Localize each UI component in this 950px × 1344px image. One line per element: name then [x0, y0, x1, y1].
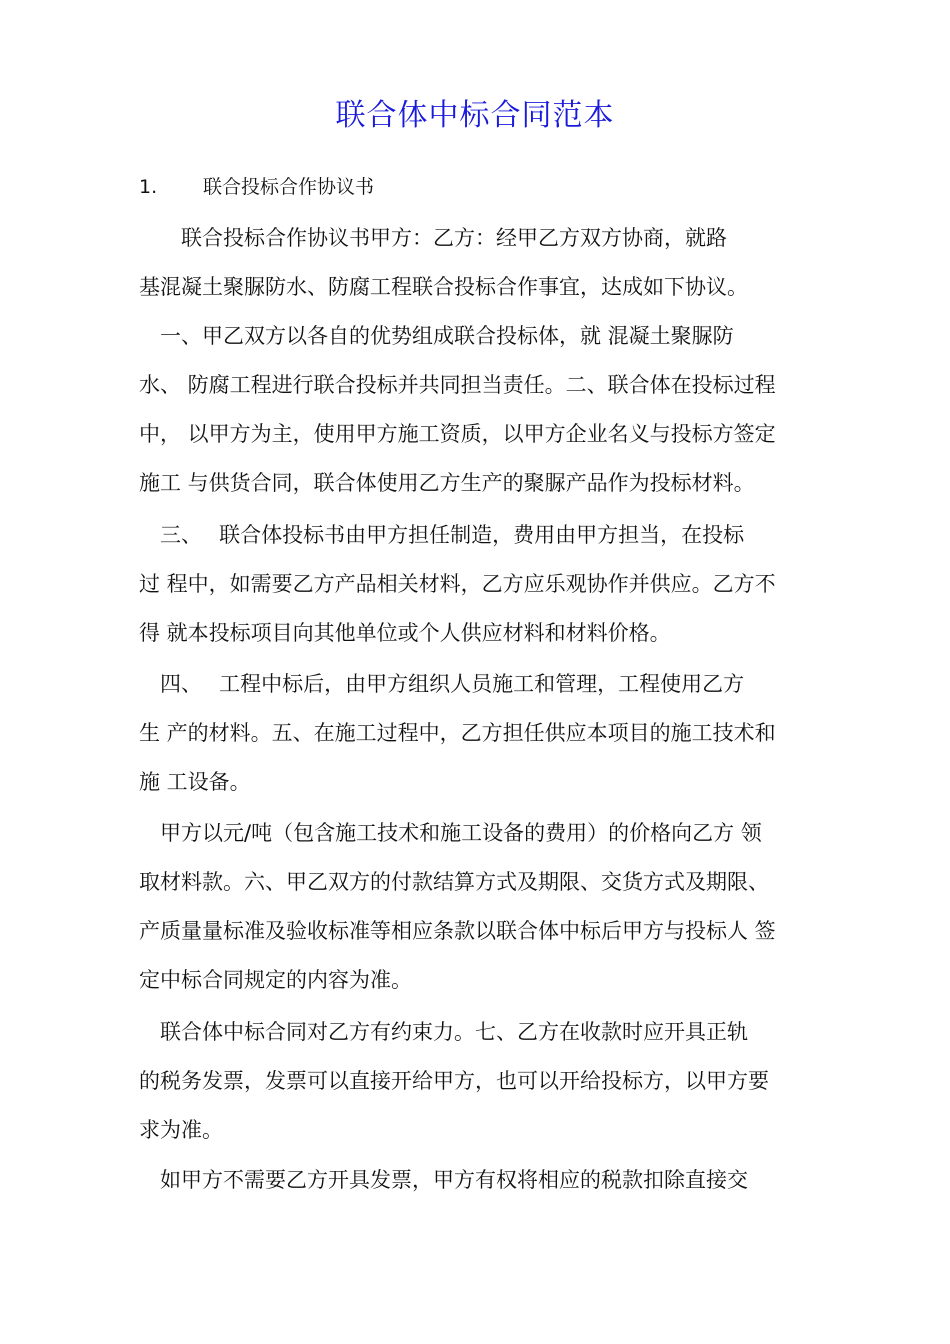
paragraph-line: 生 产的材料。五、在施工过程中，乙方担任供应本项目的施工技术和 [139, 721, 776, 745]
document-title: 联合体中标合同范本 [335, 98, 615, 133]
paragraph-line: 四、 工程中标后，由甲方组织人员施工和管理，工程使用乙方 [139, 672, 745, 696]
paragraph-line: 三、 联合体投标书由甲方担任制造，费用由甲方担当，在投标 [139, 523, 745, 547]
paragraph-line: 施工 与供货合同，联合体使用乙方生产的聚脲产品作为投标材料。 [139, 471, 755, 495]
paragraph-line: 过 程中，如需要乙方产品相关材料，乙方应乐观协作并供应。乙方不 [139, 572, 776, 596]
paragraph-line: 施 工设备。 [139, 770, 251, 794]
section-number: 1. [139, 176, 158, 198]
paragraph-line: 求为准。 [139, 1118, 223, 1142]
paragraph-line: 联合体中标合同对乙方有约束力。七、乙方在收款时应开具正轨 [139, 1020, 748, 1044]
paragraph-line: 一、甲乙双方以各自的优势组成联合投标体，就 混凝土聚脲防 [139, 324, 734, 348]
paragraph-2 [139, 312, 829, 508]
paragraph-line: 甲方以元/吨（包含施工技术和施工设备的费用）的价格向乙方 领 [139, 821, 762, 845]
paragraph-line: 基混凝土聚脲防水、防腐工程联合投标合作事宜，达成如下协议。 [139, 275, 748, 299]
paragraph-line: 水、 防腐工程进行联合投标并共同担当责任。二、联合体在投标过程 [139, 373, 776, 397]
paragraph-7 [139, 1156, 829, 1205]
paragraph-line: 取材料款。六、甲乙双方的付款结算方式及期限、交货方式及期限、 [139, 870, 769, 894]
paragraph-3 [139, 511, 829, 658]
paragraph-line: 如甲方不需要乙方开具发票，甲方有权将相应的税款扣除直接交 [139, 1168, 748, 1192]
paragraph-5 [139, 809, 829, 1005]
paragraph-line: 中， 以甲方为主，使用甲方施工资质，以甲方企业名义与投标方签定 [139, 422, 776, 446]
paragraph-4 [139, 660, 829, 807]
section-heading-text: 联合投标合作协议书 [203, 176, 375, 198]
section-heading [139, 172, 374, 202]
paragraph-line: 定中标合同规定的内容为准。 [139, 968, 412, 992]
paragraph-1 [139, 214, 829, 312]
paragraph-6 [139, 1008, 829, 1155]
paragraph-line: 的税务发票，发票可以直接开给甲方，也可以开给投标方，以甲方要 [139, 1069, 769, 1093]
paragraph-line: 产质量量标准及验收标准等相应条款以联合体中标后甲方与投标人 签 [139, 919, 776, 943]
paragraph-line: 联合投标合作协议书甲方：乙方：经甲乙方双方协商，就路 [139, 226, 727, 250]
paragraph-line: 得 就本投标项目向其他单位或个人供应材料和材料价格。 [139, 621, 671, 645]
